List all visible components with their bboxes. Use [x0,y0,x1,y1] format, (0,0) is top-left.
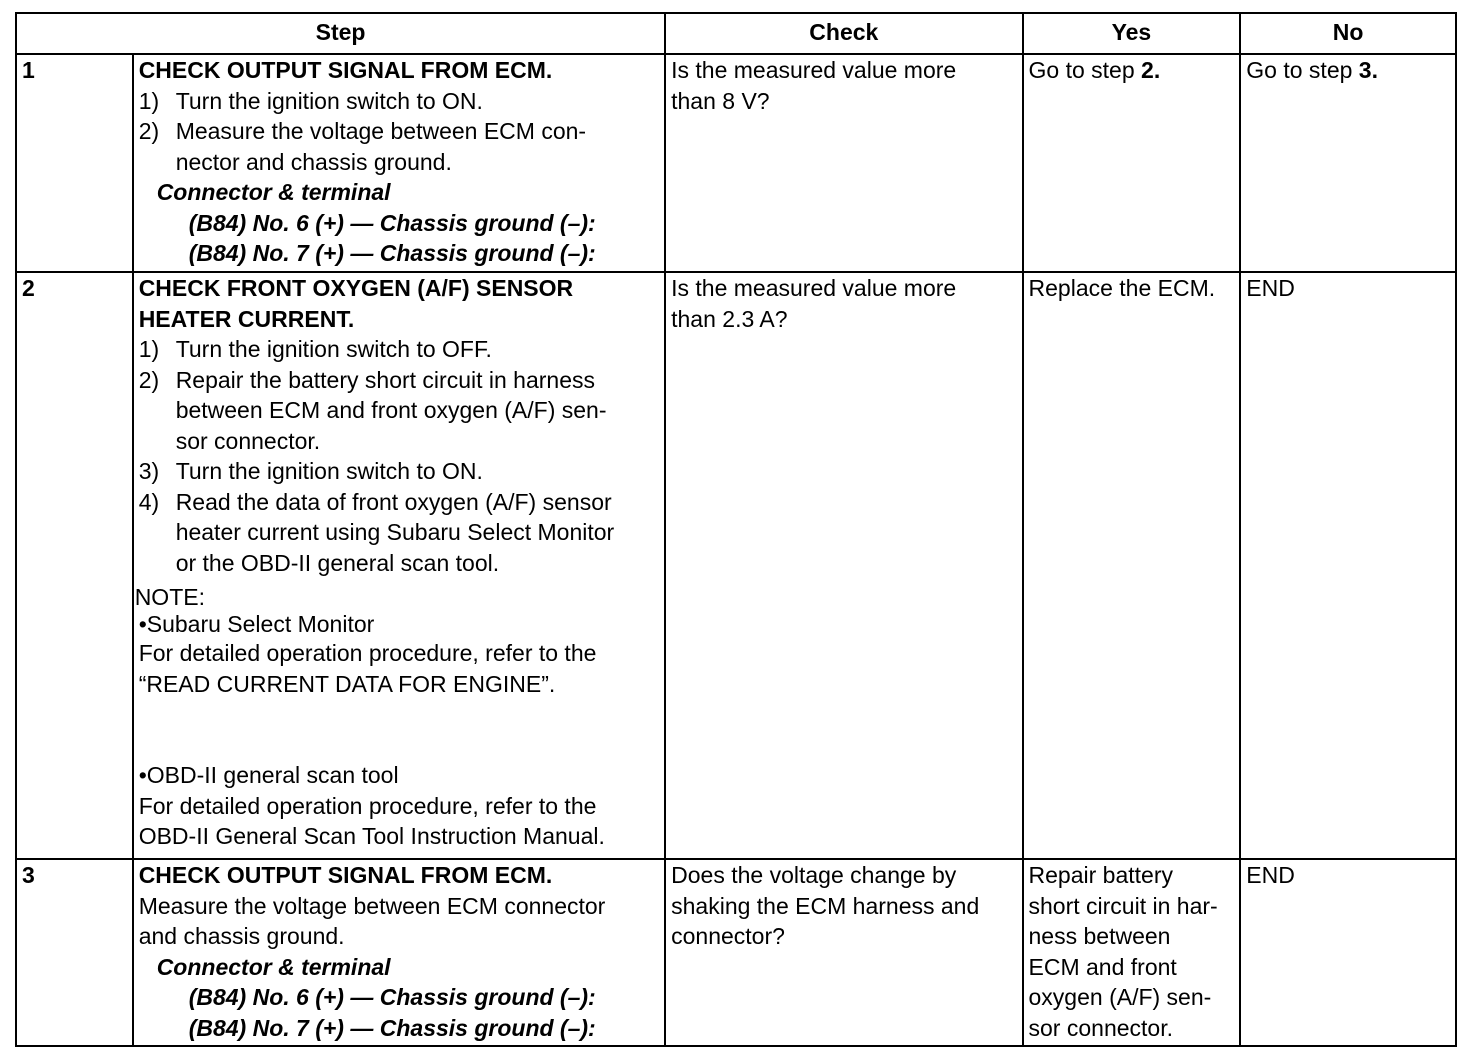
check-line: Is the measured value more [671,57,957,83]
instruction [139,456,659,487]
yes-line: Repair battery [1028,862,1173,888]
yes-text: Go to step [1028,57,1142,83]
table-row [16,54,1456,272]
note-bullet: •Subaru Select Monitor [138,611,375,637]
note-line: For detailed operation procedure, refer to the [138,640,597,666]
instruction-line: Turn the ignition switch to ON. [175,458,483,484]
instruction-text [176,487,659,579]
instruction-line: Read the data of front oxygen (A/F) sensor [175,488,612,515]
step-description [133,272,665,859]
check-line: Is the measured value more [671,275,957,301]
step-description [133,859,665,1046]
yes-cell: Replace the ECM. [1023,272,1241,859]
diagnostic-table [15,12,1457,1047]
yes-line: sor connector. [1028,1014,1173,1041]
terminal-line: (B84) No. 7 (+) — Chassis ground (–): [188,240,596,266]
instruction-line: Turn the ignition switch to OFF. [175,336,492,362]
check-line: connector? [671,923,785,949]
yes-cell [1023,54,1241,272]
instruction-text [176,456,659,487]
note-line: OBD-II General Scan Tool Instruction Manual. [138,823,605,849]
body-line: and chassis ground. [138,923,345,949]
step-description [133,54,665,272]
header-step: Step [16,13,665,54]
note-bullet: •OBD-II general scan tool [138,762,399,788]
yes-line: ECM and front [1028,953,1177,980]
instruction [139,86,659,117]
header-row [16,13,1456,54]
step-title: CHECK OUTPUT SIGNAL FROM ECM. [138,862,553,888]
instruction-line: Measure the voltage between ECM con- [175,118,587,144]
check-line: shaking the ECM harness and [671,892,980,919]
instruction-number: 2) [138,118,160,144]
instruction-line: or the OBD-II general scan tool. [175,549,500,576]
yes-step-ref: 2. [1141,57,1161,83]
instruction-line: Repair the battery short circuit in harness [175,366,595,393]
yes-cell [1023,859,1241,1046]
step-title-line: HEATER CURRENT. [138,305,355,332]
instruction [139,365,659,457]
instruction-text: Turn the ignition switch to ON. [175,87,483,114]
connector-heading: Connector & terminal [156,953,391,980]
header-check: Check [665,13,1022,54]
note-item [139,611,659,699]
yes-line: ness between [1028,923,1171,949]
step-number: 3 [16,859,133,1046]
no-cell [1240,54,1456,272]
instruction-line: sor connector. [175,427,321,454]
terminal-line: (B84) No. 7 (+) — Chassis ground (–): [188,1014,596,1041]
instruction-line: between ECM and front oxygen (A/F) sen- [175,397,607,423]
step-title [139,273,659,334]
note-line: For detailed operation procedure, refer to the [138,792,597,819]
instruction-number: 3) [138,458,160,484]
terminal-line: (B84) No. 6 (+) — Chassis ground (–): [188,209,596,236]
body-line: Measure the voltage between ECM connector [138,892,606,919]
instruction-number: 1) [138,336,160,362]
no-cell: END [1240,272,1456,859]
note-line: “READ CURRENT DATA FOR ENGINE”. [138,670,556,697]
instruction [139,116,659,177]
note-item [139,760,659,852]
no-step-ref: 3. [1358,57,1378,83]
spacer [139,699,659,760]
check-line: Does the voltage change by [671,862,957,888]
instruction-number: 2) [138,366,160,393]
no-text: Go to step [1246,57,1359,83]
step-number: 2 [16,272,133,859]
yes-line: short circuit in har- [1028,892,1218,919]
table-row [16,272,1456,859]
connector-heading: Connector & terminal [156,179,391,205]
table-row [16,859,1456,1046]
step-title: CHECK OUTPUT SIGNAL FROM ECM. [138,57,553,83]
instruction [139,487,659,579]
check-line: than 2.3 A? [671,305,788,332]
terminal-line: (B84) No. 6 (+) — Chassis ground (–): [188,984,596,1010]
check-line: than 8 V? [671,87,770,114]
header-yes: Yes [1023,13,1241,54]
instruction-number: 1) [138,87,160,114]
instruction-text [176,365,659,457]
check-cell [665,272,1022,859]
instruction-text [176,334,659,365]
instruction-number: 4) [138,488,160,515]
instruction [139,334,659,365]
instruction-line: heater current using Subaru Select Monitor [175,519,615,545]
check-cell [665,859,1022,1046]
instruction-line: nector and chassis ground. [175,148,452,175]
yes-line: oxygen (A/F) sen- [1028,984,1212,1010]
no-cell: END [1240,859,1456,1046]
note-label: NOTE: [134,584,205,610]
check-cell [665,54,1022,272]
step-number: 1 [16,54,133,272]
header-no: No [1240,13,1456,54]
instruction-text [176,116,659,177]
step-title-line: CHECK FRONT OXYGEN (A/F) SENSOR [138,275,574,301]
